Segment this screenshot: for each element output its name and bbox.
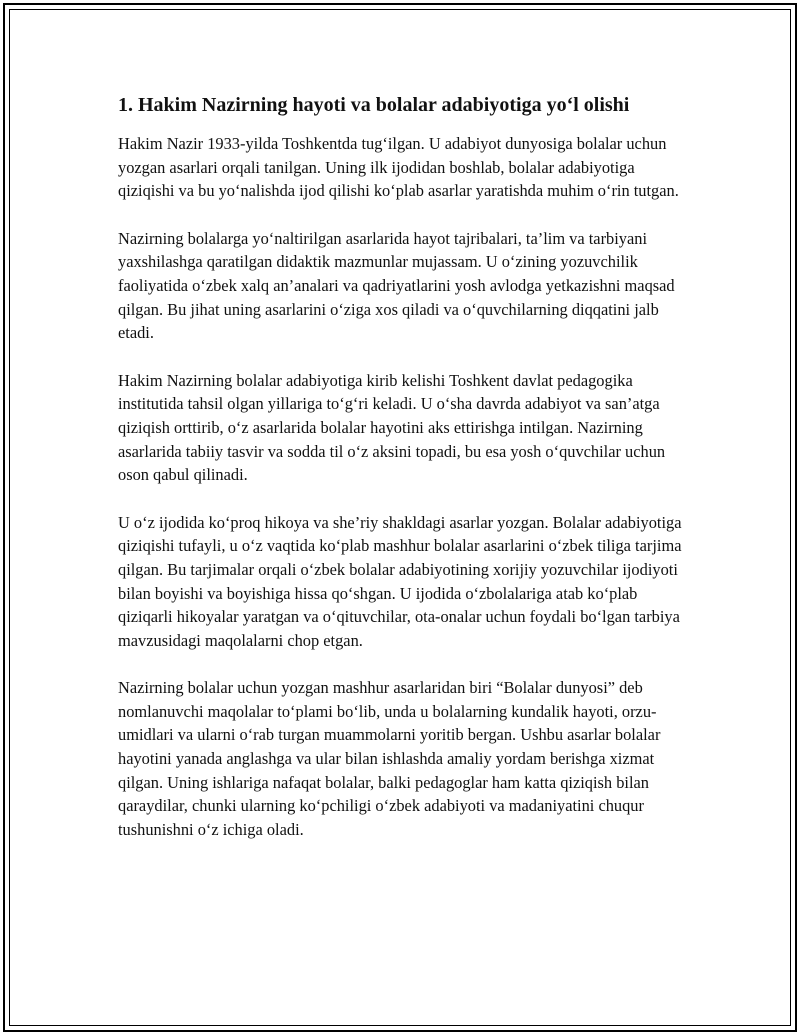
document-body — [118, 92, 690, 865]
paragraph-5: Nazirning bolalar uchun yozgan mashhur asarlaridan biri “Bolalar dunyosi” deb nomlanuvchi maqolalar to‘plami bo‘lib, unda u bolalarning kundalik hayoti, orzu-umidlari va ularni o‘rab turgan muammolarni yoritib bergan. Ushbu asarlar bolalar hayotini yanada anglashga va ular bilan ishlashda amaliy yordam berishga xizmat qilgan. Uning ishlariga nafaqat bolalar, balki pedagoglar ham katta qiziqish bilan qaraydilar, chunki ularning ko‘pchiligi o‘zbek adabiyoti va madaniyatini chuqur tushunishni o‘z ichiga oladi. — [118, 678, 661, 839]
section-heading: 1. Hakim Nazirning hayoti va bolalar adabiyotiga yo‘l olishi — [118, 94, 630, 116]
paragraph-3: Hakim Nazirning bolalar adabiyotiga kirib kelishi Toshkent davlat pedagogika institutida tahsil olgan yillariga to‘g‘ri keladi. U o‘sha davrda adabiyot va san’atga qiziqish orttirib, o‘z asarlarida bolalar hayotini aks ettirishga intilgan. Nazirning asarlarida tabiiy tasvir va sodda til o‘z aksini topadi, bu esa yosh o‘quvchilar uchun oson qabul qilinadi. — [118, 370, 666, 485]
paragraph-1: Hakim Nazir 1933-yilda Toshkentda tug‘ilgan. U adabiyot dunyosiga bolalar uchun yozgan asarlari orqali tanilgan. Uning ilk ijodidan boshlab, bolalar adabiyotiga qiziqishi va bu yo‘nalishda ijod qilishi ko‘plab asarlar yaratishda muhim o‘rin tutgan. — [118, 134, 679, 201]
paragraph-2: Nazirning bolalarga yo‘naltirilgan asarlarida hayot tajribalari, ta’lim va tarbiyani yaxshilashga qaratilgan didaktik mazmunlar mujassam. U o‘zining yozuvchilik faoliyatida o‘zbek xalq an’analari va qadriyatlarini yosh avlodga yetkazishni maqsad qilgan. Bu jihat uning asarlarini o‘ziga xos qiladi va o‘quvchilarning diqqatini jalb etadi. — [118, 228, 675, 343]
paragraph-4: U o‘z ijodida ko‘proq hikoya va she’riy shakldagi asarlar yozgan. Bolalar adabiyotiga qiziqishi tufayli, u o‘z vaqtida ko‘plab mashhur bolalar asarlarini o‘zbek tiliga tarjima qilgan. Bu tarjimalar orqali o‘zbek bolalar adabiyotining xorijiy yozuvchilar ijodiyoti bilan boyishi va boyishiga hissa qo‘shgan. U ijodida o‘zbolalariga atab ko‘plab qiziqarli hikoyalar yaratgan va o‘qituvchilar, ota-onalar uchun foydali bo‘lgan tarbiya mavzusidagi maqolalarni chop etgan. — [118, 512, 682, 650]
